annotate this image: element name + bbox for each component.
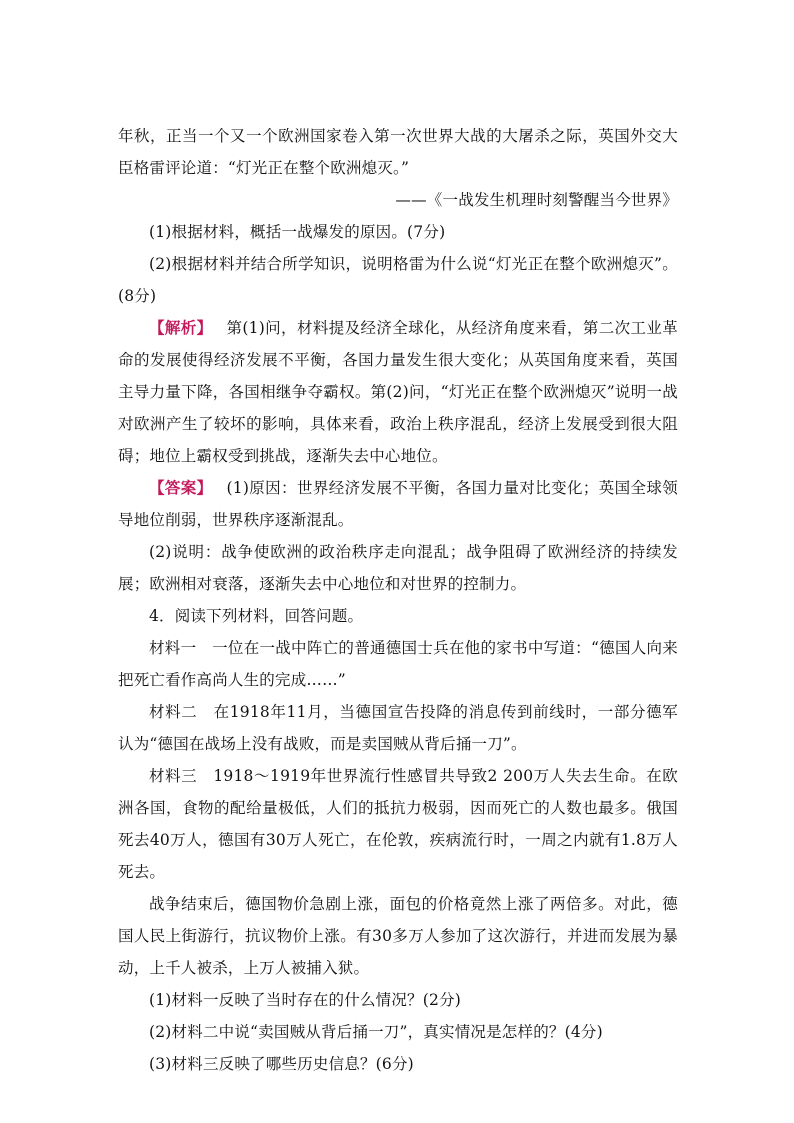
material-three: 材料三 1918～1919年世界流行性感冒共导致2 200万人失去生命。在欧洲各国，食物的配给量极低，人们的抵抗力极弱，因而死亡的人数也最多。俄国死去40万人，德国有30万人死亡，在伦敦，疾病流行时，一周之内就有1.8万人死去。 <box>118 767 678 881</box>
analysis-tag: 【解析】 <box>149 318 213 337</box>
question-1-2: (2)根据材料并结合所学知识，说明格雷为什么说“灯光正在整个欧洲熄灭”。(8分) <box>118 255 678 305</box>
answer-text: (1)原因：世界经济发展不平衡，各国力量对比变化；英国全球领导地位削弱，世界秩序逐渐混乱。 <box>118 479 678 529</box>
analysis-text: 第(1)问，材料提及经济全球化，从经济角度来看，第二次工业革命的发展使得经济发展不平衡，各国力量发生很大变化；从英国角度来看，英国主导力量下降，各国相继争夺霸权。第(2)问，“灯光正在整个欧洲熄灭”说明一战对欧洲产生了较坏的影响，具体来看，政治上秩序混乱，经济上发展受到很大阻碍；地位上霸权受到挑战，逐渐失去中心地位。 <box>118 319 678 465</box>
document-page <box>118 120 678 1080</box>
answer-paragraph <box>118 472 678 536</box>
analysis-paragraph <box>118 312 678 472</box>
question-4-1: (1)材料一反映了当时存在的什么情况？(2分) <box>149 991 462 1009</box>
question-4-3: (3)材料三反映了哪些历史信息？(6分) <box>149 1055 414 1073</box>
question-4-heading: 4．阅读下列材料，回答问题。 <box>149 607 364 625</box>
question-1-1: (1)根据材料，概括一战爆发的原因。(7分) <box>149 223 446 241</box>
material-one: 材料一 一位在一战中阵亡的普通德国士兵在他的家书中写道：“德国人向来把死亡看作高尚人生的完成……” <box>118 639 678 689</box>
answer-part-2: (2)说明：战争使欧洲的政治秩序走向混乱；战争阻碍了欧洲经济的持续发展；欧洲相对衰落，逐渐失去中心地位和对世界的控制力。 <box>118 543 678 593</box>
source-citation: ——《一战发生机理时刻警醒当今世界》 <box>395 191 678 209</box>
answer-tag: 【答案】 <box>149 478 213 497</box>
material-three-continued: 战争结束后，德国物价急剧上涨，面包的价格竟然上涨了两倍多。对此，德国人民上街游行，抗议物价上涨。有30多万人参加了这次游行，并进而发展为暴动，上千人被杀，上万人被捕入狱。 <box>118 895 678 977</box>
material-continuation: 年秋，正当一个又一个欧洲国家卷入第一次世界大战的大屠杀之际，英国外交大臣格雷评论道：“灯光正在整个欧洲熄灭。” <box>118 127 678 177</box>
question-4-2: (2)材料二中说“卖国贼从背后捅一刀”，真实情况是怎样的？(4分) <box>149 1023 603 1041</box>
material-two: 材料二 在1918年11月，当德国宣告投降的消息传到前线时，一部分德军认为“德国在战场上没有战败，而是卖国贼从背后捅一刀”。 <box>118 703 678 753</box>
